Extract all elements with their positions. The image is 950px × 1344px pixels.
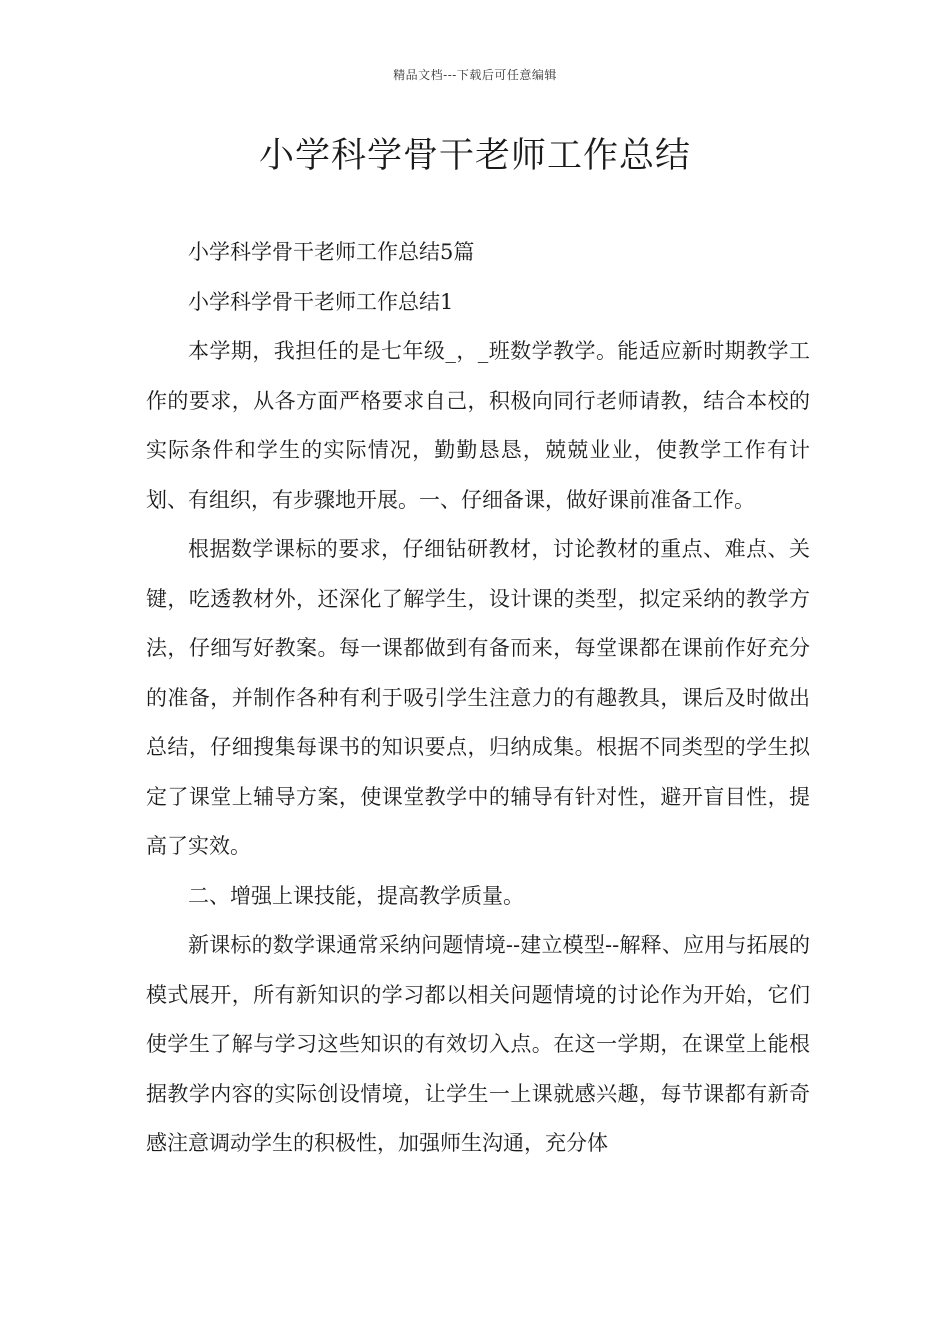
body-paragraph: 根据数学课标的要求，仔细钻研教材，讨论教材的重点、难点、关键，吃透教材外，还深化了解学生，设计课的类型，拟定采纳的教学方法，仔细写好教案。每一课都做到有备而来，每堂课都在课前作好充分的准备，并制作各种有利于吸引学生注意力的有趣教具，课后及时做出总结，仔细搜集每课书的知识要点，归纳成集。根据不同类型的学生拟定了课堂上辅导方案，使课堂教学中的辅导有针对性，避开盲目性，提高了实效。	[146, 537, 810, 858]
header-note: 精品文档---下载后可任意编辑	[393, 68, 557, 82]
document-title: 小学科学骨干老师工作总结	[258, 136, 691, 176]
body-paragraph: 新课标的数学课通常采纳问题情境--建立模型--解释、应用与拓展的模式展开，所有新知识的学习都以相关问题情境的讨论作为开始，它们使学生了解与学习这些知识的有效切入点。在这一学期，在课堂上能根据教学内容的实际创设情境，让学生一上课就感兴趣，每节课都有新奇感注意调动学生的积极性，加强师生沟通，充分体	[146, 933, 810, 1155]
section-heading: 小学科学骨干老师工作总结1	[188, 289, 454, 314]
body-paragraph: 本学期，我担任的是七年级_，_班数学教学。能适应新时期教学工作的要求，从各方面严格要求自己，积极向同行老师请教，结合本校的实际条件和学生的实际情况，勤勤恳恳，兢兢业业，使教学工作有计划、有组织，有步骤地开展。一、仔细备课，做好课前准备工作。	[146, 339, 810, 512]
document-body	[146, 228, 810, 1169]
subtitle-paragraph: 小学科学骨干老师工作总结5篇	[188, 240, 475, 264]
section-heading: 二、增强上课技能，提高教学质量。	[188, 883, 524, 908]
